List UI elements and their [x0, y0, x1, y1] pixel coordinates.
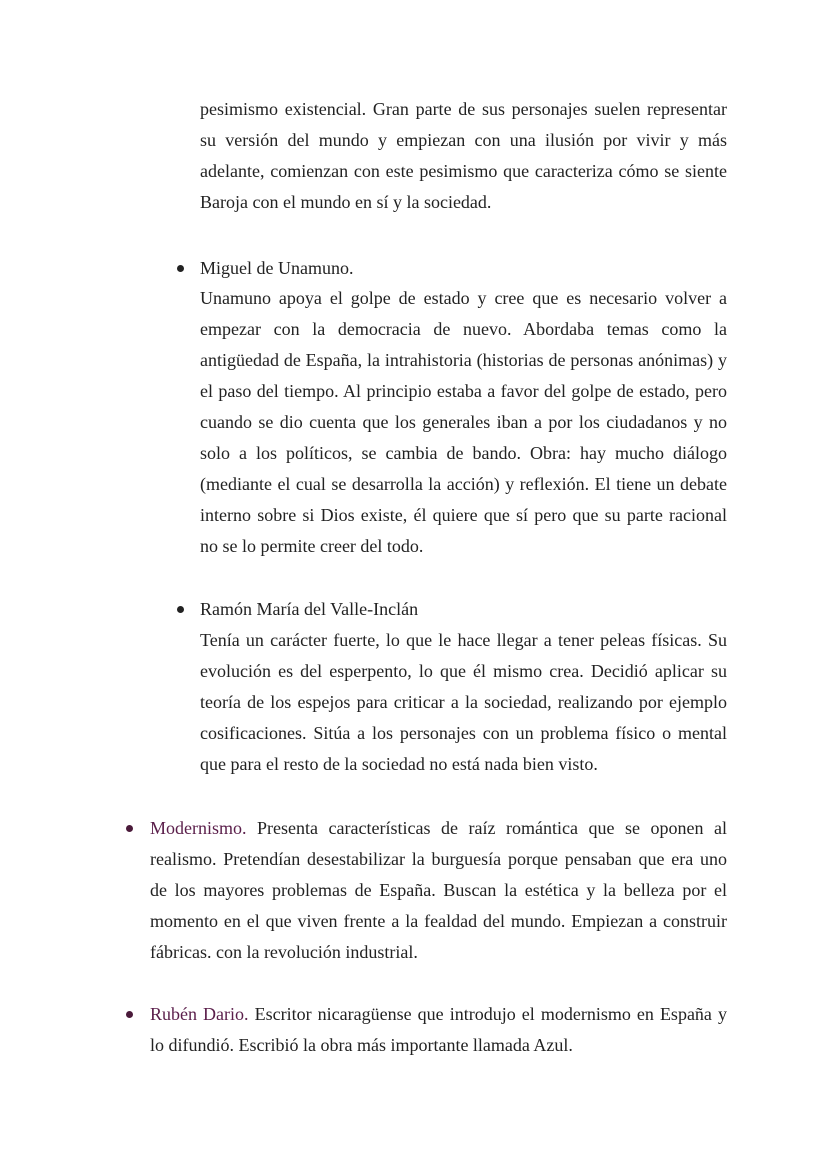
valle-inclan-name: Ramón María del Valle-Inclán	[200, 599, 419, 619]
ruben-dario-paragraph	[150, 999, 727, 1061]
ruben-dario-heading: Rubén Dario.	[150, 1004, 249, 1024]
modernismo-body: Presenta características de raíz romántica que se oponen al realismo. Pretendían desestabilizar la burguesía porque pensaban que era uno de los mayores problemas de España. Buscan la estética y la belleza por el momento en el que viven frente a la fealdad del mundo. Empiezan a construir fábricas. con la revolución industrial.	[150, 818, 727, 962]
baroja-continuation-paragraph: pesimismo existencial. Gran parte de sus personajes suelen representar su versión del mundo y empiezan con una ilusión por vivir y más adelante, comienzan con este pesimismo que caracteriza cómo se siente Baroja con el mundo en sí y la sociedad.	[200, 99, 727, 212]
unamuno-paragraph: Unamuno apoya el golpe de estado y cree que es necesario volver a empezar con la democracia de nuevo. Abordaba temas como la antigüedad de España, la intrahistoria (historias de personas anónimas) y el paso del tiempo. Al principio estaba a favor del golpe de estado, pero cuando se dio cuenta que los generales iban a por los ciudadanos y no solo a los políticos, se cambia de bando. Obra: hay mucho diálogo (mediante el cual se desarrolla la acción) y reflexión. El tiene un debate interno sobre si Dios existe, él quiere que sí pero que su parte racional no se lo permite creer del todo.	[200, 288, 727, 556]
bullet-valle-inclan	[177, 606, 184, 613]
bullet-ruben-dario	[126, 1011, 133, 1018]
bullet-modernismo	[126, 825, 133, 832]
modernismo-heading: Modernismo.	[150, 818, 247, 838]
valle-inclan-paragraph: Tenía un carácter fuerte, lo que le hace llegar a tener peleas físicas. Su evolución es del esperpento, lo que él mismo crea. Decidió aplicar su teoría de los espejos para criticar a la sociedad, realizando por ejemplo cosificaciones. Sitúa a los personajes con un problema físico o mental que para el resto de la sociedad no está nada bien visto.	[200, 630, 727, 774]
modernismo-paragraph	[150, 813, 727, 968]
bullet-unamuno	[177, 265, 184, 272]
unamuno-name: Miguel de Unamuno.	[200, 258, 354, 278]
ruben-dario-body: Escritor nicaragüense que introdujo el modernismo en España y lo difundió. Escribió la obra más importante llamada Azul.	[150, 1004, 727, 1055]
